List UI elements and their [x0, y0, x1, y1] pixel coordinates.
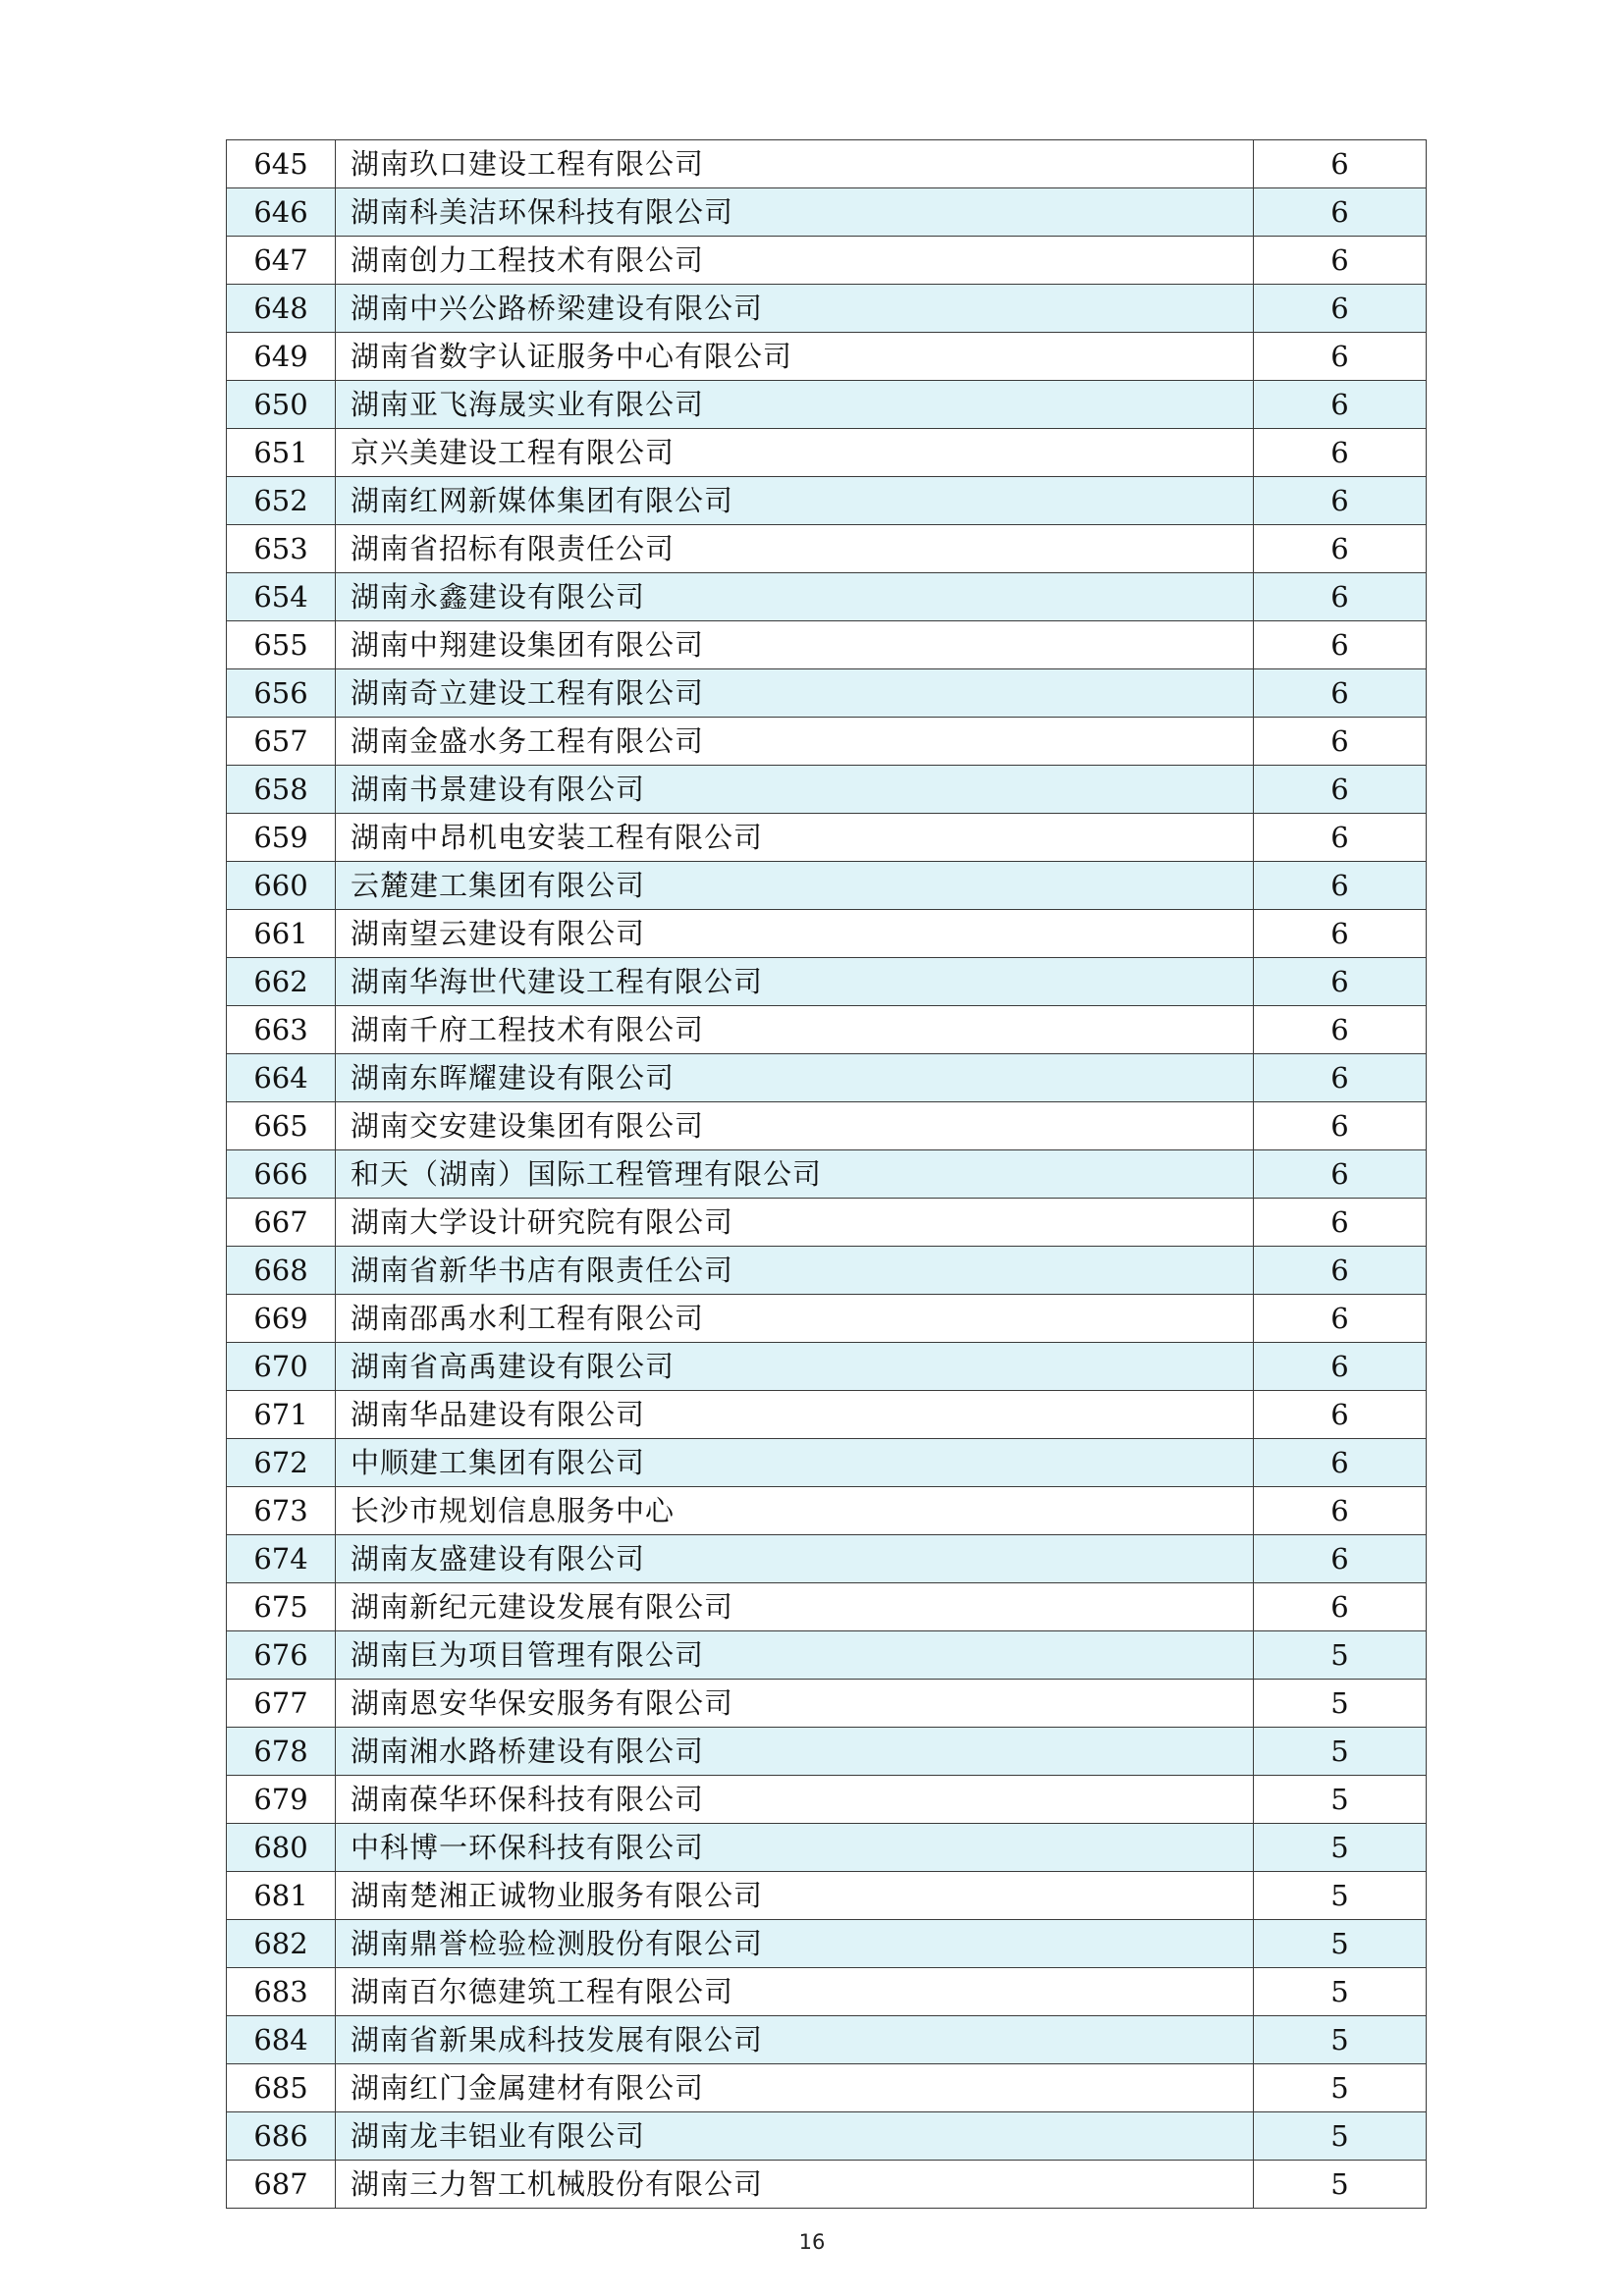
company-name-cell: 湖南亚飞海晟实业有限公司	[336, 381, 1254, 429]
company-name-cell: 湖南红门金属建材有限公司	[336, 2064, 1254, 2112]
table-row	[227, 188, 1427, 237]
rank-cell: 676	[227, 1631, 336, 1680]
table-row	[227, 718, 1427, 766]
company-name-cell: 中科博一环保科技有限公司	[336, 1824, 1254, 1872]
company-name-cell: 湖南创力工程技术有限公司	[336, 237, 1254, 285]
rank-cell: 687	[227, 2161, 336, 2209]
company-name-cell: 湖南省新华书店有限责任公司	[336, 1247, 1254, 1295]
company-name-cell: 湖南中昂机电安装工程有限公司	[336, 814, 1254, 862]
score-cell: 5	[1254, 1680, 1427, 1728]
score-cell: 6	[1254, 188, 1427, 237]
company-name-cell: 湖南玖口建设工程有限公司	[336, 140, 1254, 188]
score-cell: 6	[1254, 1583, 1427, 1631]
table-row	[227, 2112, 1427, 2161]
score-cell: 6	[1254, 958, 1427, 1006]
company-name-cell: 京兴美建设工程有限公司	[336, 429, 1254, 477]
score-cell: 6	[1254, 718, 1427, 766]
score-cell: 5	[1254, 1631, 1427, 1680]
rank-cell: 668	[227, 1247, 336, 1295]
table-row	[227, 1968, 1427, 2016]
table-row	[227, 1391, 1427, 1439]
rank-cell: 664	[227, 1054, 336, 1102]
score-cell: 6	[1254, 1199, 1427, 1247]
rank-cell: 670	[227, 1343, 336, 1391]
table-row	[227, 1150, 1427, 1199]
ranking-table	[226, 139, 1427, 2209]
rank-cell: 675	[227, 1583, 336, 1631]
score-cell: 6	[1254, 862, 1427, 910]
score-cell: 5	[1254, 1776, 1427, 1824]
company-name-cell: 湖南邵禹水利工程有限公司	[336, 1295, 1254, 1343]
table-row	[227, 1006, 1427, 1054]
table-row	[227, 910, 1427, 958]
company-name-cell: 湖南永鑫建设有限公司	[336, 573, 1254, 621]
table-row	[227, 573, 1427, 621]
score-cell: 6	[1254, 910, 1427, 958]
score-cell: 5	[1254, 1920, 1427, 1968]
score-cell: 6	[1254, 621, 1427, 669]
rank-cell: 646	[227, 188, 336, 237]
score-cell: 5	[1254, 2112, 1427, 2161]
score-cell: 6	[1254, 237, 1427, 285]
table-row	[227, 1295, 1427, 1343]
rank-cell: 660	[227, 862, 336, 910]
company-name-cell: 湖南东晖耀建设有限公司	[336, 1054, 1254, 1102]
rank-cell: 647	[227, 237, 336, 285]
rank-cell: 655	[227, 621, 336, 669]
rank-cell: 684	[227, 2016, 336, 2064]
rank-cell: 686	[227, 2112, 336, 2161]
score-cell: 6	[1254, 1150, 1427, 1199]
score-cell: 6	[1254, 333, 1427, 381]
score-cell: 6	[1254, 1535, 1427, 1583]
table-body	[227, 140, 1427, 2209]
rank-cell: 667	[227, 1199, 336, 1247]
table-row	[227, 1487, 1427, 1535]
score-cell: 6	[1254, 1439, 1427, 1487]
score-cell: 6	[1254, 1247, 1427, 1295]
company-name-cell: 湖南省招标有限责任公司	[336, 525, 1254, 573]
company-name-cell: 湖南三力智工机械股份有限公司	[336, 2161, 1254, 2209]
score-cell: 6	[1254, 766, 1427, 814]
score-cell: 6	[1254, 477, 1427, 525]
score-cell: 6	[1254, 140, 1427, 188]
table-row	[227, 1439, 1427, 1487]
table-row	[227, 333, 1427, 381]
rank-cell: 679	[227, 1776, 336, 1824]
company-name-cell: 湖南百尔德建筑工程有限公司	[336, 1968, 1254, 2016]
table-row	[227, 285, 1427, 333]
rank-cell: 665	[227, 1102, 336, 1150]
company-name-cell: 湖南华品建设有限公司	[336, 1391, 1254, 1439]
rank-cell: 652	[227, 477, 336, 525]
company-name-cell: 湖南鼎誉检验检测股份有限公司	[336, 1920, 1254, 1968]
rank-cell: 678	[227, 1728, 336, 1776]
score-cell: 6	[1254, 285, 1427, 333]
table-row	[227, 1920, 1427, 1968]
table-row	[227, 1054, 1427, 1102]
score-cell: 6	[1254, 429, 1427, 477]
rank-cell: 673	[227, 1487, 336, 1535]
score-cell: 5	[1254, 1728, 1427, 1776]
score-cell: 6	[1254, 1343, 1427, 1391]
company-name-cell: 湖南千府工程技术有限公司	[336, 1006, 1254, 1054]
company-name-cell: 湖南科美洁环保科技有限公司	[336, 188, 1254, 237]
company-name-cell: 湖南湘水路桥建设有限公司	[336, 1728, 1254, 1776]
company-name-cell: 湖南巨为项目管理有限公司	[336, 1631, 1254, 1680]
company-name-cell: 湖南中兴公路桥梁建设有限公司	[336, 285, 1254, 333]
rank-cell: 662	[227, 958, 336, 1006]
rank-cell: 645	[227, 140, 336, 188]
company-name-cell: 湖南龙丰铝业有限公司	[336, 2112, 1254, 2161]
table-row	[227, 2064, 1427, 2112]
table-row	[227, 1247, 1427, 1295]
table-row	[227, 814, 1427, 862]
table-row	[227, 1631, 1427, 1680]
company-name-cell: 云麓建工集团有限公司	[336, 862, 1254, 910]
rank-cell: 651	[227, 429, 336, 477]
rank-cell: 650	[227, 381, 336, 429]
table-row	[227, 669, 1427, 718]
rank-cell: 677	[227, 1680, 336, 1728]
table-row	[227, 1343, 1427, 1391]
rank-cell: 649	[227, 333, 336, 381]
table-row	[227, 1776, 1427, 1824]
table-row	[227, 958, 1427, 1006]
table-row	[227, 1680, 1427, 1728]
rank-cell: 653	[227, 525, 336, 573]
company-name-cell: 湖南金盛水务工程有限公司	[336, 718, 1254, 766]
company-name-cell: 湖南书景建设有限公司	[336, 766, 1254, 814]
score-cell: 5	[1254, 2161, 1427, 2209]
table-row	[227, 1535, 1427, 1583]
table-row	[227, 429, 1427, 477]
table-row	[227, 1102, 1427, 1150]
rank-cell: 658	[227, 766, 336, 814]
table-row	[227, 2161, 1427, 2209]
table-row	[227, 862, 1427, 910]
table-row	[227, 621, 1427, 669]
score-cell: 5	[1254, 2064, 1427, 2112]
score-cell: 5	[1254, 1968, 1427, 2016]
company-name-cell: 湖南恩安华保安服务有限公司	[336, 1680, 1254, 1728]
score-cell: 6	[1254, 1295, 1427, 1343]
score-cell: 6	[1254, 1391, 1427, 1439]
company-name-cell: 湖南葆华环保科技有限公司	[336, 1776, 1254, 1824]
score-cell: 6	[1254, 814, 1427, 862]
table-row	[227, 381, 1427, 429]
rank-cell: 674	[227, 1535, 336, 1583]
rank-cell: 680	[227, 1824, 336, 1872]
score-cell: 6	[1254, 1487, 1427, 1535]
company-name-cell: 湖南红网新媒体集团有限公司	[336, 477, 1254, 525]
table-row	[227, 1199, 1427, 1247]
table-row	[227, 1728, 1427, 1776]
company-name-cell: 湖南中翔建设集团有限公司	[336, 621, 1254, 669]
company-name-cell: 湖南奇立建设工程有限公司	[336, 669, 1254, 718]
company-name-cell: 湖南省数字认证服务中心有限公司	[336, 333, 1254, 381]
score-cell: 6	[1254, 1054, 1427, 1102]
score-cell: 6	[1254, 525, 1427, 573]
company-name-cell: 长沙市规划信息服务中心	[336, 1487, 1254, 1535]
table-row	[227, 2016, 1427, 2064]
rank-cell: 685	[227, 2064, 336, 2112]
rank-cell: 672	[227, 1439, 336, 1487]
rank-cell: 648	[227, 285, 336, 333]
rank-cell: 659	[227, 814, 336, 862]
rank-cell: 656	[227, 669, 336, 718]
table-row	[227, 1872, 1427, 1920]
table-row	[227, 525, 1427, 573]
score-cell: 6	[1254, 573, 1427, 621]
rank-cell: 683	[227, 1968, 336, 2016]
score-cell: 5	[1254, 1872, 1427, 1920]
score-cell: 5	[1254, 2016, 1427, 2064]
company-name-cell: 湖南望云建设有限公司	[336, 910, 1254, 958]
score-cell: 6	[1254, 381, 1427, 429]
table-row	[227, 477, 1427, 525]
rank-cell: 671	[227, 1391, 336, 1439]
company-name-cell: 湖南楚湘正诚物业服务有限公司	[336, 1872, 1254, 1920]
company-name-cell: 中顺建工集团有限公司	[336, 1439, 1254, 1487]
company-name-cell: 湖南友盛建设有限公司	[336, 1535, 1254, 1583]
score-cell: 6	[1254, 669, 1427, 718]
company-name-cell: 和天（湖南）国际工程管理有限公司	[336, 1150, 1254, 1199]
rank-cell: 682	[227, 1920, 336, 1968]
table-row	[227, 237, 1427, 285]
company-name-cell: 湖南省新果成科技发展有限公司	[336, 2016, 1254, 2064]
rank-cell: 661	[227, 910, 336, 958]
rank-cell: 669	[227, 1295, 336, 1343]
company-name-cell: 湖南华海世代建设工程有限公司	[336, 958, 1254, 1006]
table-row	[227, 140, 1427, 188]
rank-cell: 666	[227, 1150, 336, 1199]
company-name-cell: 湖南新纪元建设发展有限公司	[336, 1583, 1254, 1631]
rank-cell: 663	[227, 1006, 336, 1054]
table-row	[227, 1824, 1427, 1872]
company-name-cell: 湖南大学设计研究院有限公司	[336, 1199, 1254, 1247]
table-row	[227, 1583, 1427, 1631]
score-cell: 6	[1254, 1006, 1427, 1054]
rank-cell: 657	[227, 718, 336, 766]
rank-cell: 654	[227, 573, 336, 621]
company-name-cell: 湖南省高禹建设有限公司	[336, 1343, 1254, 1391]
page-number: 16	[798, 2230, 826, 2254]
score-cell: 6	[1254, 1102, 1427, 1150]
table-row	[227, 766, 1427, 814]
company-name-cell: 湖南交安建设集团有限公司	[336, 1102, 1254, 1150]
score-cell: 5	[1254, 1824, 1427, 1872]
rank-cell: 681	[227, 1872, 336, 1920]
